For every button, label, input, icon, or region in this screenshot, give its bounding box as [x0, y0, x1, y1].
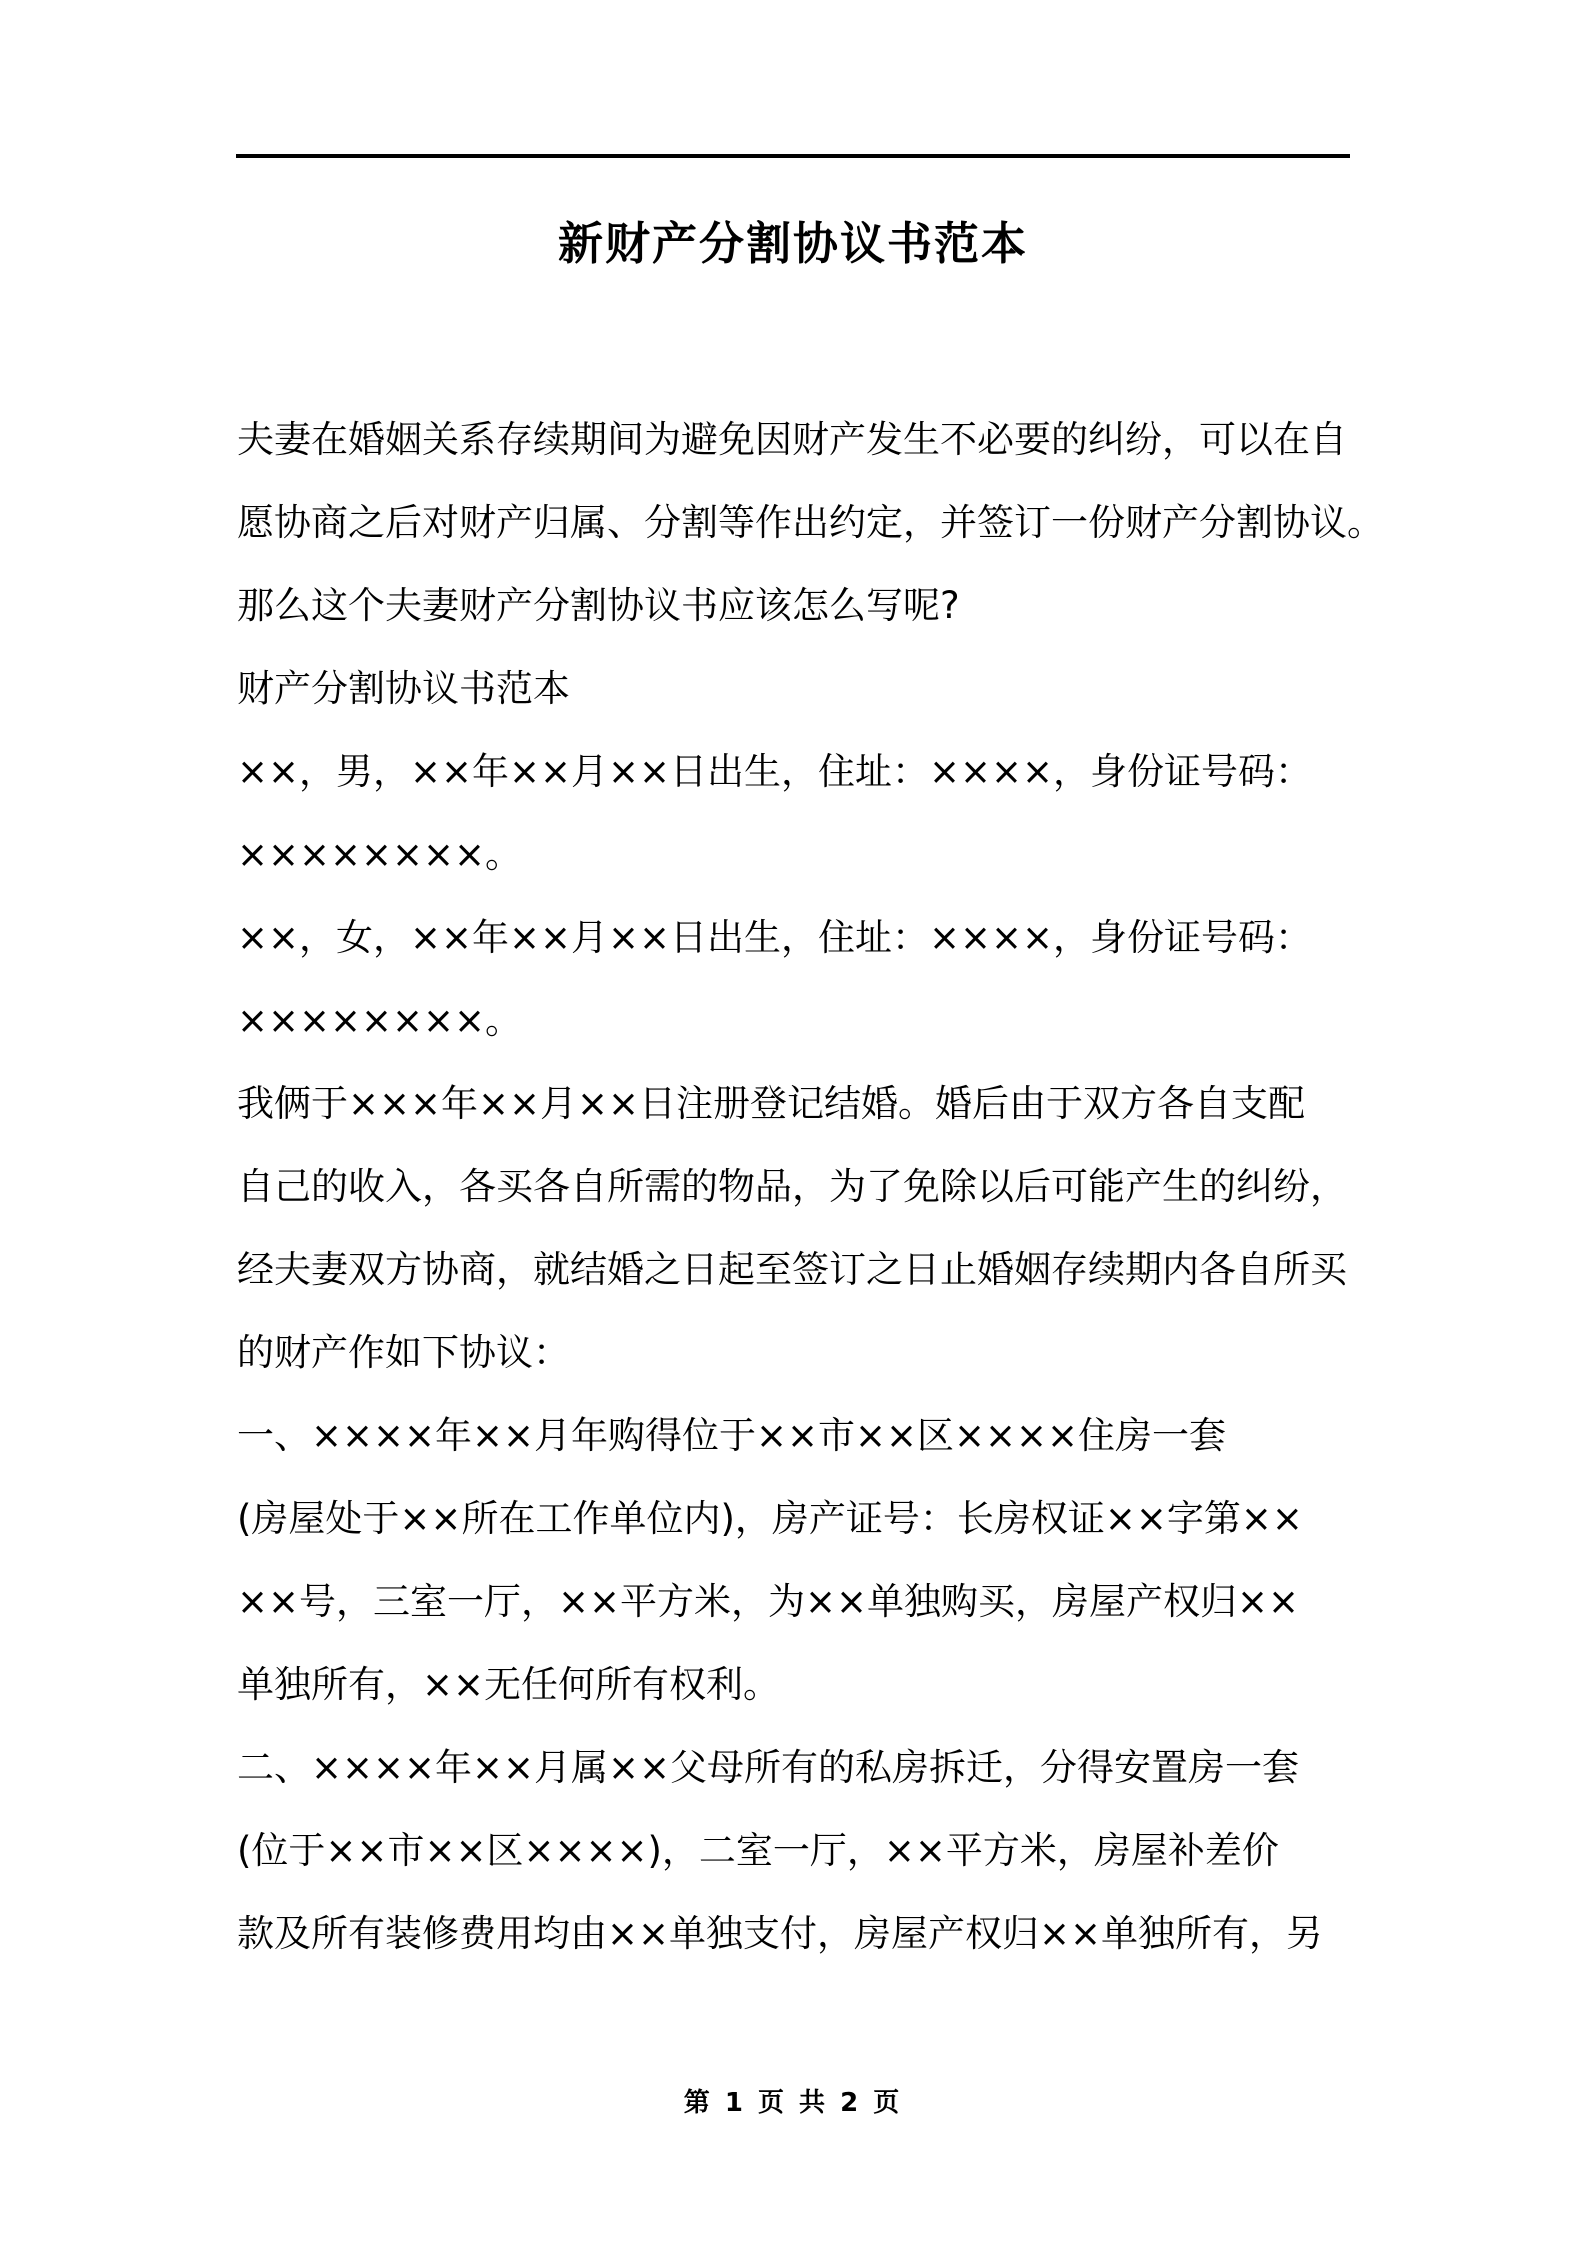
- document-line: 的财产作如下协议：: [237, 1331, 570, 1374]
- document-line: 一、××××年××月年购得位于××市××区××××住房一套: [237, 1414, 1227, 1457]
- document-line: 单独所有，××无任何所有权利。: [237, 1663, 781, 1706]
- page-footer: 第 1 页 共 2 页: [683, 2088, 903, 2118]
- document-line: (房屋处于××所在工作单位内)，房产证号：长房权证××字第××: [237, 1497, 1303, 1540]
- document-line: ××号，三室一厅，××平方米，为××单独购买，房屋产权归××: [237, 1580, 1300, 1623]
- document-line: 经夫妻双方协商，就结婚之日起至签订之日止婚姻存续期内各自所买: [237, 1248, 1347, 1291]
- document-line: 款及所有装修费用均由××单独支付，房屋产权归××单独所有，另: [237, 1912, 1324, 1955]
- document-line: 愿协商之后对财产归属、分割等作出约定，并签订一份财产分割协议。: [237, 501, 1384, 544]
- document-line: 那么这个夫妻财产分割协议书应该怎么写呢?: [237, 584, 960, 627]
- document-line: ××，女，××年××月××日出生，住址：××××，身份证号码：: [237, 916, 1313, 959]
- document-line: 夫妻在婚姻关系存续期间为避免因财产发生不必要的纠纷，可以在自: [237, 418, 1347, 461]
- document-line: ××××××××。: [237, 999, 523, 1042]
- header-divider: [236, 154, 1350, 158]
- document-body: [237, 398, 1384, 1975]
- document-line: 自己的收入，各买各自所需的物品，为了免除以后可能产生的纠纷，: [237, 1165, 1347, 1208]
- document-line: (位于××市××区××××)，二室一厅，××平方米，房屋补差价: [237, 1829, 1279, 1872]
- document-line: ××，男，××年××月××日出生，住址：××××，身份证号码：: [237, 750, 1313, 793]
- page-title: 新财产分割协议书范本: [557, 217, 1028, 270]
- document-line: ××××××××。: [237, 833, 523, 876]
- document-line: 我俩于×××年××月××日注册登记结婚。婚后由于双方各自支配: [237, 1082, 1306, 1125]
- document-line: 财产分割协议书范本: [237, 667, 570, 710]
- document-line: 二、××××年××月属××父母所有的私房拆迁，分得安置房一套: [237, 1746, 1300, 1789]
